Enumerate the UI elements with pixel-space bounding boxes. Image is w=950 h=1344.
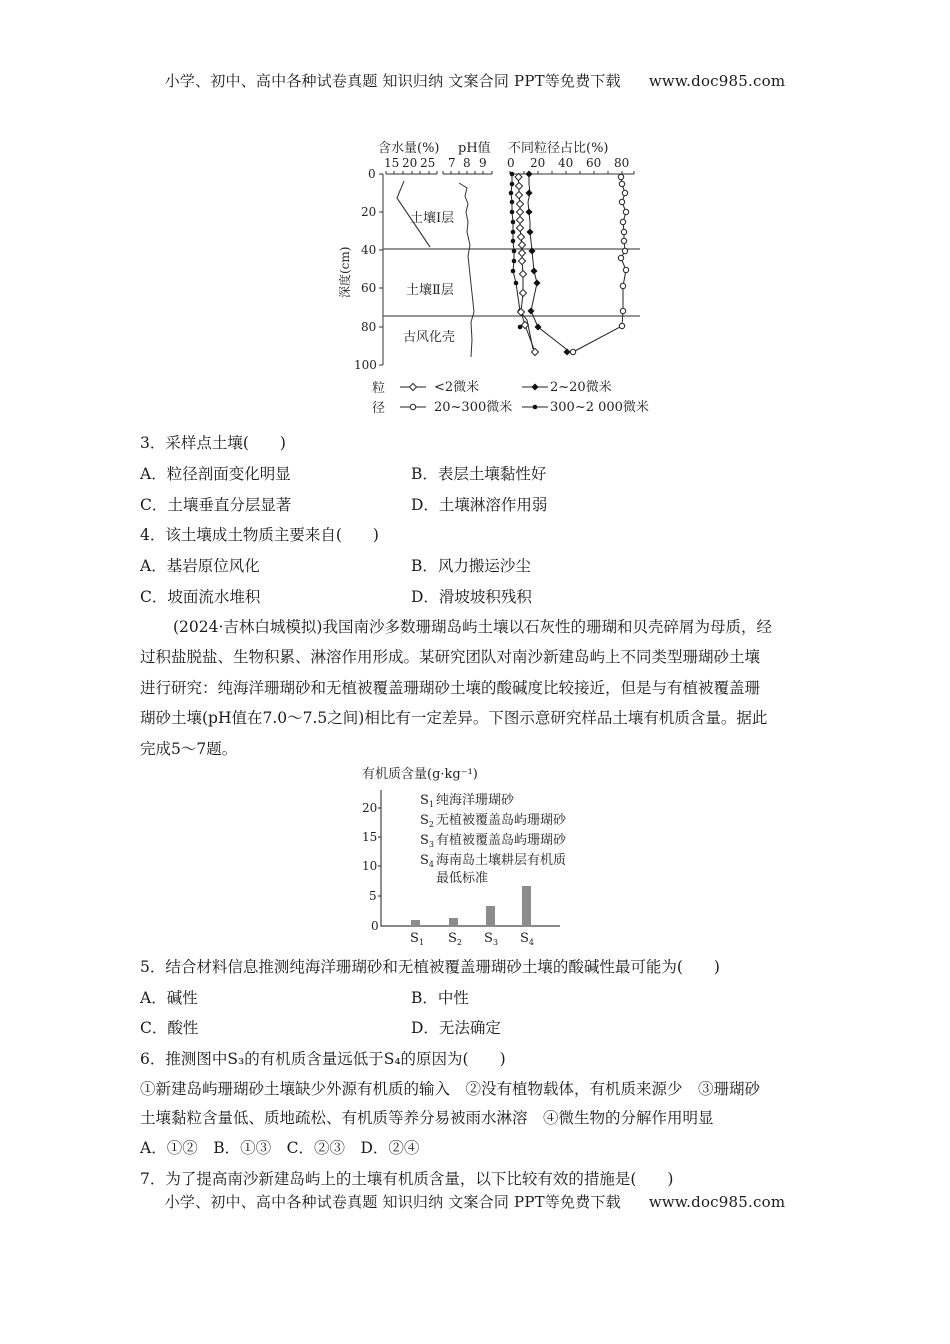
annotation-text: 纯海洋珊瑚砂 <box>436 793 515 808</box>
q3-option-b[interactable]: B．表层土壤黏性好 <box>411 465 547 483</box>
q3-option-d[interactable]: D．土壤淋溶作用弱 <box>411 496 548 514</box>
passage-line: 瑚砂土壤(pH值在7.0～7.5之间)相比有一定差异。下图示意研究样品土壤有机质含量。据此 <box>140 709 768 727</box>
y-tick: 10 <box>362 859 378 873</box>
ph-tick: 7 <box>448 156 456 170</box>
legend-side-label: 粒 <box>372 381 386 396</box>
depth-tick: 0 <box>368 167 376 181</box>
annotation-key: $S_1$ <box>420 793 434 809</box>
footer-url[interactable]: www.doc985.com <box>648 1193 786 1211</box>
depth-tick: 80 <box>361 320 377 334</box>
q4-option-d[interactable]: D．滑坡坡积残积 <box>411 588 532 606</box>
x-label-s2: $S_2$ <box>448 931 462 947</box>
annotation-key: $S_2$ <box>420 813 434 829</box>
moisture-tick: 25 <box>420 156 436 170</box>
depth-axis-label: 深度(cm) <box>338 246 352 298</box>
legend-open-diamond-icon <box>409 383 416 390</box>
q5-option-b[interactable]: B．中性 <box>411 989 469 1007</box>
y-tick: 5 <box>369 889 377 903</box>
layer-label: 土壤Ⅱ层 <box>406 283 454 298</box>
question-6-stem: 6．推测图中S₃的有机质含量远低于S₄的原因为( ) <box>140 1050 506 1068</box>
chart-title: 有机质含量(g·kg⁻¹) <box>362 767 478 782</box>
header-text: 小学、初中、高中各种试卷真题 知识归纳 文案合同 PPT等免费下载 <box>164 72 621 90</box>
legend-label: 20~300微米 <box>434 400 513 415</box>
ph-tick: 9 <box>479 156 487 170</box>
particle-tick: 80 <box>614 156 630 170</box>
legend-label: 2~20微米 <box>550 380 612 395</box>
q6-options[interactable]: A．①② B．①③ C．②③ D．②④ <box>140 1139 420 1157</box>
passage-line: 完成5～7题。 <box>140 740 238 758</box>
depth-tick: 40 <box>361 243 377 257</box>
organic-matter-bar-chart <box>350 760 610 950</box>
annotation-text: 有植被覆盖岛屿珊瑚砂 <box>436 833 567 848</box>
q5-option-a[interactable]: A．碱性 <box>140 989 198 1007</box>
page-header <box>0 70 950 91</box>
q3-option-c[interactable]: C．土壤垂直分层显著 <box>140 496 292 514</box>
bar-s3 <box>486 906 495 926</box>
question-3-stem: 3．采样点土壤( ) <box>140 434 286 452</box>
annotation-key: $S_4$ <box>420 853 434 869</box>
moisture-title: 含水量(%) <box>378 141 440 156</box>
question-5-stem: 5．结合材料信息推测纯海洋珊瑚砂和无植被覆盖珊瑚砂土壤的酸碱性最可能为( ) <box>140 958 720 976</box>
legend-filled-diamond-icon <box>531 383 538 390</box>
x-label-s3: $S_3$ <box>484 931 498 947</box>
q4-option-b[interactable]: B．风力搬运沙尘 <box>411 557 531 575</box>
annotation-key: $S_3$ <box>420 833 434 849</box>
q5-option-d[interactable]: D．无法确定 <box>411 1019 501 1037</box>
layer-label: 土壤Ⅰ层 <box>410 211 455 226</box>
ph-curve <box>459 183 474 357</box>
q3-option-a[interactable]: A．粒径剖面变化明显 <box>140 465 291 483</box>
ph-title: pH值 <box>458 141 491 156</box>
depth-tick: 20 <box>361 205 377 219</box>
y-tick: 15 <box>362 830 378 844</box>
particle-tick: 40 <box>558 156 574 170</box>
legend-filled-dot-icon <box>533 405 538 410</box>
legend-label: 300~2 000微米 <box>550 400 649 415</box>
annotation-text: 无植被覆盖岛屿珊瑚砂 <box>436 813 567 828</box>
page-footer <box>0 1191 950 1212</box>
q4-option-a[interactable]: A．基岩原位风化 <box>140 557 260 575</box>
depth-tick: 100 <box>354 358 377 372</box>
header-url[interactable]: www.doc985.com <box>648 72 786 90</box>
q5-option-c[interactable]: C．酸性 <box>140 1019 199 1037</box>
q6-statement-line: ①新建岛屿珊瑚砂土壤缺少外源有机质的输入 ②没有植物载体，有机质来源少 ③珊瑚砂 <box>140 1080 761 1098</box>
x-label-s1: $S_1$ <box>410 931 424 947</box>
annotation-text: 海南岛土壤耕层有机质 <box>436 853 567 868</box>
particle-tick: 20 <box>530 156 546 170</box>
question-7-stem: 7．为了提高南沙新建岛屿上的土壤有机质含量，以下比较有效的措施是( ) <box>140 1170 674 1188</box>
annotation-text: 最低标准 <box>436 871 489 886</box>
passage-line: 过积盐脱盐、生物积累、淋溶作用形成。某研究团队对南沙新建岛屿上不同类型珊瑚砂土壤 <box>140 648 761 666</box>
q4-option-c[interactable]: C．坡面流水堆积 <box>140 588 261 606</box>
legend-open-circle-icon <box>410 404 415 409</box>
q6-statement-line: 土壤黏粒含量低、质地疏松、有机质等养分易被雨水淋溶 ④微生物的分解作用明显 <box>140 1109 714 1127</box>
passage-line: (2024·吉林白城模拟)我国南沙多数珊瑚岛屿土壤以石灰性的珊瑚和贝壳碎屑为母质，经 <box>173 618 772 636</box>
question-4-stem: 4．该土壤成土物质主要来自( ) <box>140 526 379 544</box>
bar-s2 <box>449 918 458 926</box>
legend-label: <2微米 <box>434 380 480 395</box>
soil-profile-figure <box>330 133 660 423</box>
footer-text: 小学、初中、高中各种试卷真题 知识归纳 文案合同 PPT等免费下载 <box>164 1193 621 1211</box>
particle-tick: 0 <box>507 156 515 170</box>
legend-side-label: 径 <box>372 401 386 416</box>
depth-tick: 60 <box>361 281 377 295</box>
moisture-tick: 15 <box>384 156 400 170</box>
particle-20-300-curve <box>573 177 626 352</box>
layer-label: 古风化壳 <box>403 330 456 345</box>
passage-line: 进行研究：纯海洋珊瑚砂和无植被覆盖珊瑚砂土壤的酸碱度比较接近，但是与有植被覆盖珊 <box>140 679 761 697</box>
ph-tick: 8 <box>463 156 471 170</box>
particle-tick: 60 <box>586 156 602 170</box>
moisture-tick: 20 <box>402 156 418 170</box>
y-tick: 0 <box>371 919 379 933</box>
y-tick: 20 <box>362 801 378 815</box>
particle-2-20-curve <box>528 174 570 352</box>
bar-s1 <box>411 920 420 926</box>
particle-title: 不同粒径占比(%) <box>508 141 609 156</box>
bar-s4 <box>522 886 531 926</box>
x-label-s4: $S_4$ <box>520 931 534 947</box>
